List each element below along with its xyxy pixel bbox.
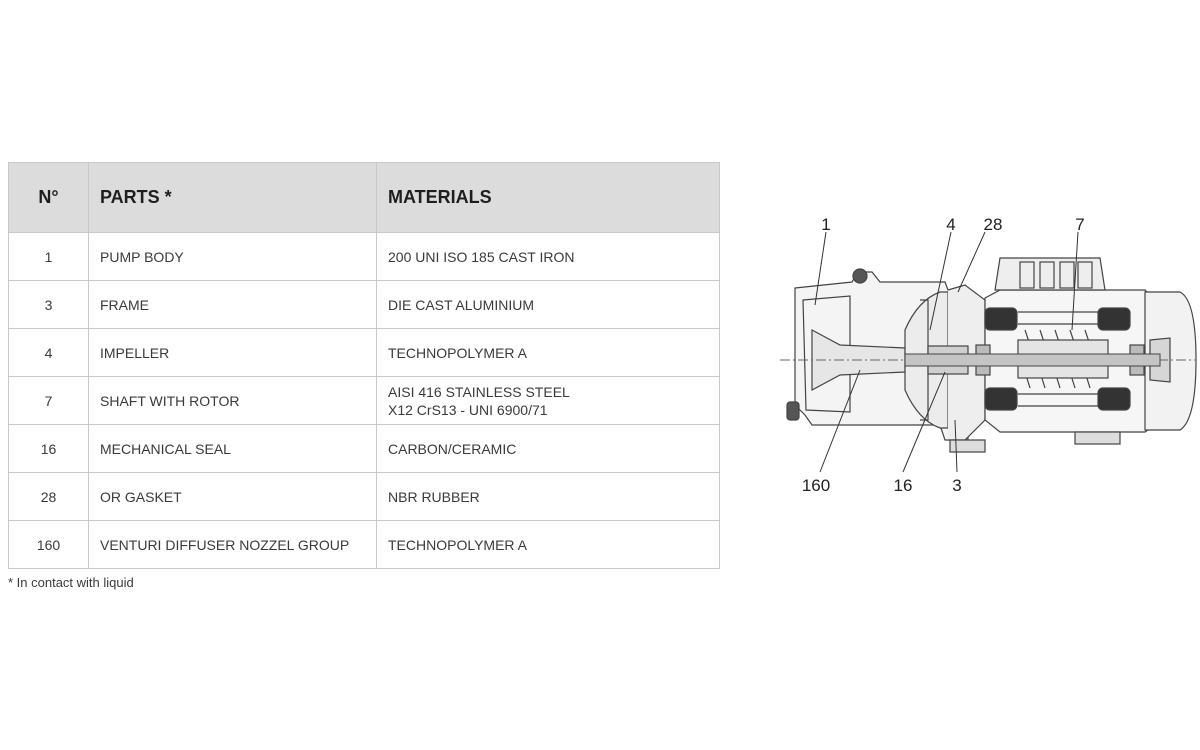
- material-line: TECHNOPOLYMER A: [388, 344, 527, 361]
- row-part: OR GASKET: [89, 473, 377, 521]
- callout-3: 3: [952, 476, 962, 495]
- row-material: [377, 281, 720, 329]
- material-line: CARBON/CERAMIC: [388, 440, 517, 457]
- material-line: NBR RUBBER: [388, 488, 480, 505]
- material-line: X12 CrS13 - UNI 6900/71: [388, 401, 548, 418]
- row-part: SHAFT WITH ROTOR: [89, 377, 377, 425]
- row-material: [377, 521, 720, 569]
- table-row: [9, 473, 720, 521]
- row-number: 7: [9, 377, 89, 425]
- row-part: MECHANICAL SEAL: [89, 425, 377, 473]
- row-number: 1: [9, 233, 89, 281]
- row-material: [377, 473, 720, 521]
- footnote: * In contact with liquid: [8, 575, 134, 590]
- parts-table: [8, 162, 720, 569]
- row-material: [377, 233, 720, 281]
- row-number: 160: [9, 521, 89, 569]
- row-number: 16: [9, 425, 89, 473]
- header-materials: MATERIALS: [377, 163, 720, 233]
- material-line: AISI 416 STAINLESS STEEL: [388, 383, 570, 400]
- material-line: 200 UNI ISO 185 CAST IRON: [388, 248, 575, 265]
- row-part: PUMP BODY: [89, 233, 377, 281]
- table-header-row: [9, 163, 720, 233]
- callout-1: 1: [821, 215, 831, 234]
- row-part: FRAME: [89, 281, 377, 329]
- row-number: 4: [9, 329, 89, 377]
- material-line: DIE CAST ALUMINIUM: [388, 296, 534, 313]
- shaft: [905, 354, 1160, 366]
- table-row: [9, 521, 720, 569]
- callout-16: 16: [893, 476, 913, 495]
- callout-160: 160: [801, 476, 831, 495]
- table-row: [9, 281, 720, 329]
- header-parts: PARTS *: [89, 163, 377, 233]
- table-row: [9, 329, 720, 377]
- table-row: [9, 425, 720, 473]
- material-line: TECHNOPOLYMER A: [388, 536, 527, 553]
- callout-4: 4: [946, 215, 956, 234]
- row-number: 28: [9, 473, 89, 521]
- table-row: [9, 233, 720, 281]
- row-material: [377, 425, 720, 473]
- header-number: N°: [9, 163, 89, 233]
- row-material: [377, 377, 720, 425]
- row-part: IMPELLER: [89, 329, 377, 377]
- row-number: 3: [9, 281, 89, 329]
- pump-cross-section-diagram: [770, 205, 1200, 505]
- table-row: [9, 377, 720, 425]
- row-material: [377, 329, 720, 377]
- row-part: VENTURI DIFFUSER NOZZEL GROUP: [89, 521, 377, 569]
- callout-28: 28: [983, 215, 1003, 234]
- callout-7: 7: [1075, 215, 1085, 234]
